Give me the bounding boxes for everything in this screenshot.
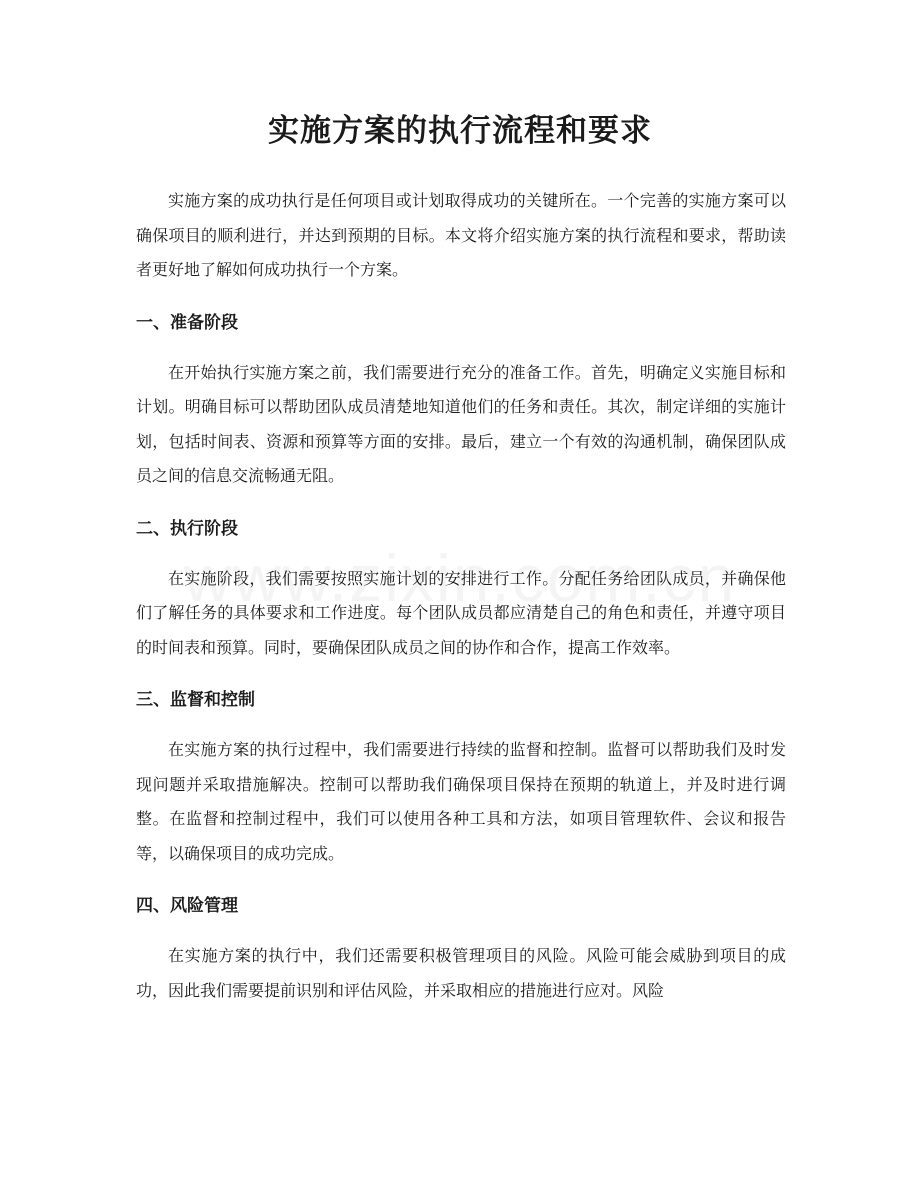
section-heading-execution: 二、执行阶段 bbox=[136, 518, 238, 539]
document-title: 实施方案的执行流程和要求 bbox=[268, 113, 652, 149]
section-body-risk: 在实施方案的执行中，我们还需要积极管理项目的风险。风险可能会威胁到项目的成功，因此我们需要提前识别和评估风险，并采取相应的措施进行应对。风险 bbox=[136, 946, 786, 1000]
section-heading-monitoring: 三、监督和控制 bbox=[136, 690, 255, 710]
section-body-execution: 在实施阶段，我们需要按照实施计划的安排进行工作。分配任务给团队成员，并确保他们了解任务的具体要求和工作进度。每个团队成员都应清楚自己的角色和责任，并遵守项目的时间表和预算。同时，要确保团队成员之间的协作和合作，提高工作效率。 bbox=[136, 568, 786, 657]
intro-paragraph: 实施方案的成功执行是任何项目或计划取得成功的关键所在。一个完善的实施方案可以确保项目的顺利进行，并达到预期的目标。本文将介绍实施方案的执行流程和要求，帮助读者更好地了解如何成功执行一个方案。 bbox=[136, 191, 786, 279]
document-body bbox=[136, 184, 786, 1008]
section-heading-preparation: 一、准备阶段 bbox=[136, 312, 238, 333]
section-heading-risk: 四、风险管理 bbox=[136, 896, 238, 916]
section-body-monitoring: 在实施方案的执行过程中，我们需要进行持续的监督和控制。监督可以帮助我们及时发现问题并采取措施解决。控制可以帮助我们确保项目保持在预期的轨道上，并及时进行调整。在监督和控制过程中，我们可以使用各种工具和方法，如项目管理软件、会议和报告等，以确保项目的成功完成。 bbox=[136, 740, 786, 863]
section-body-preparation: 在开始执行实施方案之前，我们需要进行充分的准备工作。首先，明确定义实施目标和计划。明确目标可以帮助团队成员清楚地知道他们的任务和责任。其次，制定详细的实施计划，包括时间表、资源和预算等方面的安排。最后，建立一个有效的沟通机制，确保团队成员之间的信息交流畅通无阻。 bbox=[136, 362, 786, 485]
